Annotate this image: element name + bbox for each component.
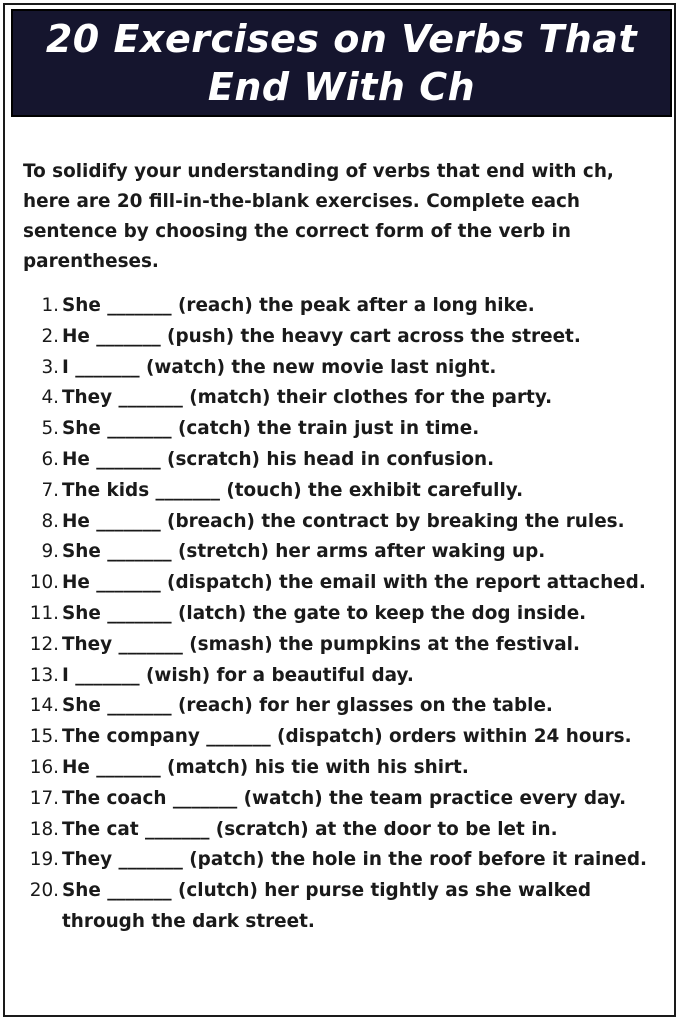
exercise-item [19, 753, 669, 784]
exercise-number: 14. [29, 695, 59, 717]
exercise-list [19, 291, 669, 938]
exercise-number: 19. [29, 849, 59, 871]
intro-paragraph: To solidify your understanding of verbs that end with ch, here are 20 fill-in-the-blank exercises. Complete each sentence by choosing the correct form of the verb in parentheses. [23, 161, 614, 272]
exercise-text: She _______ (catch) the train just in time. [62, 418, 480, 440]
exercise-number: 17. [29, 787, 59, 809]
exercise-item [19, 568, 669, 599]
exercise-number: 16. [29, 756, 59, 778]
exercise-item [19, 476, 669, 507]
exercise-text: They _______ (patch) the hole in the roof before it rained. [62, 849, 648, 871]
exercise-text: He _______ (dispatch) the email with the report attached. [62, 572, 646, 594]
exercise-item [19, 414, 669, 445]
exercise-number: 20. [29, 880, 59, 902]
exercise-item [19, 322, 669, 353]
exercise-item [19, 353, 669, 384]
exercise-number: 3. [41, 356, 59, 378]
exercise-number: 1. [41, 295, 59, 316]
exercise-item [19, 691, 669, 722]
exercise-number: 18. [29, 818, 59, 840]
exercise-number: 6. [41, 448, 59, 470]
exercise-item [19, 845, 669, 876]
exercise-text: She _______ (latch) the gate to keep the dog inside. [62, 602, 587, 624]
exercise-text: He _______ (match) his tie with his shirt. [62, 756, 469, 778]
exercise-text: They _______ (smash) the pumpkins at the festival. [62, 633, 580, 655]
exercise-text: He _______ (scratch) his head in confusion. [62, 448, 495, 470]
exercise-number: 2. [41, 325, 59, 347]
exercise-text: I _______ (watch) the new movie last night. [62, 356, 497, 378]
exercise-text: She _______ (reach) the peak after a long hike. [62, 295, 535, 316]
worksheet-page [3, 3, 676, 1017]
exercise-number: 7. [41, 479, 59, 501]
exercise-number: 10. [29, 572, 59, 594]
exercise-item [19, 784, 669, 815]
exercise-item [19, 599, 669, 630]
exercise-text: They _______ (match) their clothes for the party. [62, 387, 553, 409]
exercise-text: The coach _______ (watch) the team practice every day. [62, 787, 627, 809]
exercise-number: 12. [29, 633, 59, 655]
exercise-text: She _______ (reach) for her glasses on the table. [62, 695, 553, 717]
exercise-number: 8. [41, 510, 59, 532]
exercise-item [19, 815, 669, 846]
exercise-item [19, 507, 669, 538]
page-title-line-2: End With Ch [207, 65, 476, 109]
exercise-text: He _______ (push) the heavy cart across the street. [62, 325, 581, 347]
exercise-item [19, 722, 669, 753]
exercise-text: The kids _______ (touch) the exhibit carefully. [62, 479, 524, 501]
title-banner [11, 9, 672, 117]
exercise-item [19, 383, 669, 414]
exercise-item [19, 291, 669, 322]
exercise-number: 9. [41, 541, 59, 563]
exercise-number: 5. [41, 418, 59, 440]
exercise-number: 4. [41, 387, 59, 409]
exercise-text: I _______ (wish) for a beautiful day. [62, 664, 414, 686]
exercise-text: The cat _______ (scratch) at the door to be let in. [62, 818, 558, 840]
exercise-number: 15. [29, 726, 59, 748]
exercise-item [19, 661, 669, 692]
exercise-text: She _______ (clutch) her purse tightly as she walked through the dark street. [62, 880, 592, 932]
exercise-text: He _______ (breach) the contract by breaking the rules. [62, 510, 625, 532]
exercise-text: She _______ (stretch) her arms after waking up. [62, 541, 546, 563]
exercise-item [19, 630, 669, 661]
exercise-text: The company _______ (dispatch) orders within 24 hours. [62, 726, 632, 748]
exercise-item [19, 445, 669, 476]
exercise-number: 11. [29, 602, 59, 624]
exercise-item [19, 876, 669, 938]
exercise-item [19, 537, 669, 568]
page-title-line-1: 20 Exercises on Verbs That [45, 17, 638, 61]
exercise-number: 13. [29, 664, 59, 686]
